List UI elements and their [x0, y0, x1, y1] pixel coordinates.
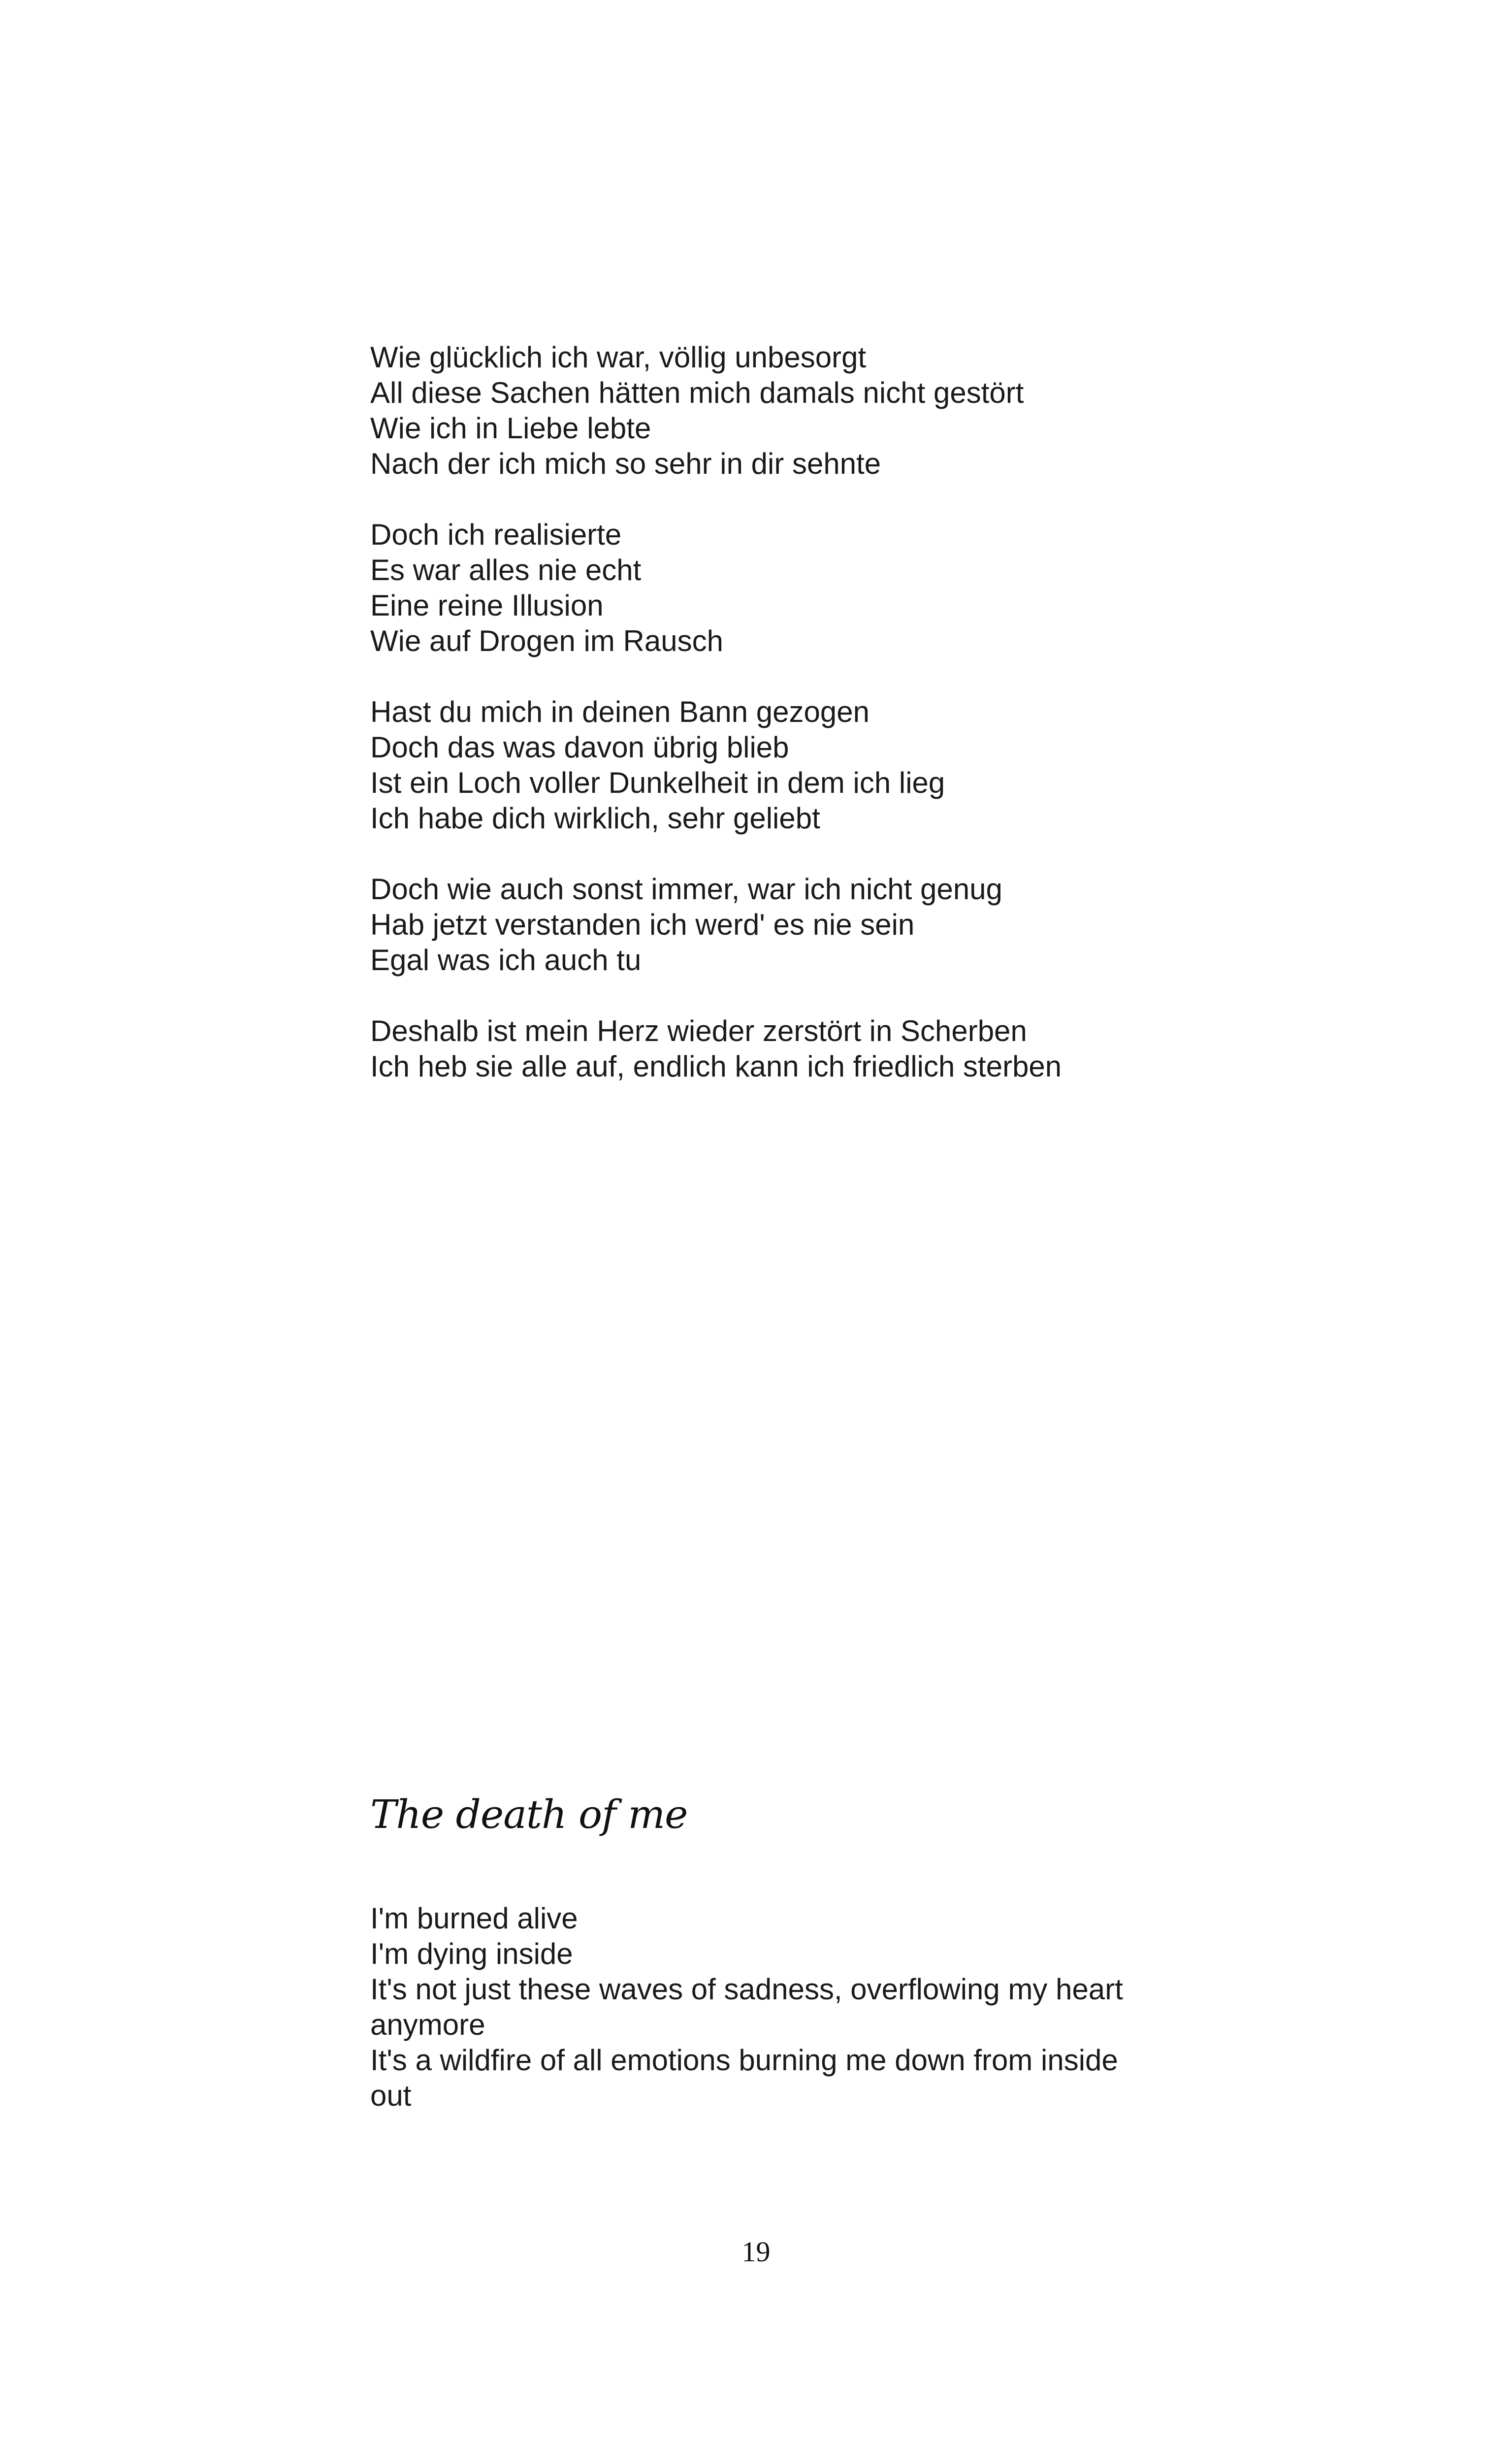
poem-line: Wie auf Drogen im Rausch — [370, 624, 723, 657]
poem-line: Ich habe dich wirklich, sehr geliebt — [370, 802, 820, 835]
poem-line: I'm dying inside — [370, 1937, 573, 1970]
poem-line: Egal was ich auch tu — [370, 944, 642, 977]
poem-line: out — [370, 2079, 412, 2112]
poem-line: Doch wie auch sonst immer, war ich nicht genug — [370, 873, 1002, 906]
poem-line: All diese Sachen hätten mich damals nicht gestört — [370, 376, 1024, 409]
poem-line: Nach der ich mich so sehr in dir sehnte — [370, 447, 881, 480]
poem-body-english — [370, 1901, 1207, 2114]
poem-body-german — [370, 340, 1207, 1084]
poem-line: It's a wildfire of all emotions burning me down from inside — [370, 2044, 1118, 2077]
page-number: 19 — [741, 2236, 771, 2268]
poem-line: I'm burned alive — [370, 1902, 578, 1935]
stanza-2 — [370, 517, 1207, 659]
poem-line: Eine reine Illusion — [370, 589, 604, 622]
poem-line: anymore — [370, 2008, 485, 2041]
poem-title: The death of me — [370, 1792, 688, 1837]
poem-line: Hast du mich in deinen Bann gezogen — [370, 695, 870, 728]
poem-line: Deshalb ist mein Herz wieder zerstört in Scherben — [370, 1014, 1027, 1047]
poem-line: Wie ich in Liebe lebte — [370, 412, 651, 445]
stanza-1 — [370, 340, 1207, 482]
poem-line: Doch ich realisierte — [370, 518, 622, 551]
poem-line: Wie glücklich ich war, völlig unbesorgt — [370, 341, 867, 374]
stanza-4 — [370, 872, 1207, 978]
poem-line: Es war alles nie echt — [370, 554, 642, 586]
stanza-5 — [370, 1013, 1207, 1084]
poem-line: Hab jetzt verstanden ich werd' es nie sein — [370, 908, 915, 941]
stanza-3 — [370, 694, 1207, 836]
poem-line: Ist ein Loch voller Dunkelheit in dem ich lieg — [370, 766, 945, 799]
stanza-1 — [370, 1901, 1207, 2114]
poem-line: Ich heb sie alle auf, endlich kann ich friedlich sterben — [370, 1050, 1062, 1083]
poem-line: Doch das was davon übrig blieb — [370, 731, 789, 764]
poem-line: It's not just these waves of sadness, overflowing my heart — [370, 1973, 1123, 2006]
